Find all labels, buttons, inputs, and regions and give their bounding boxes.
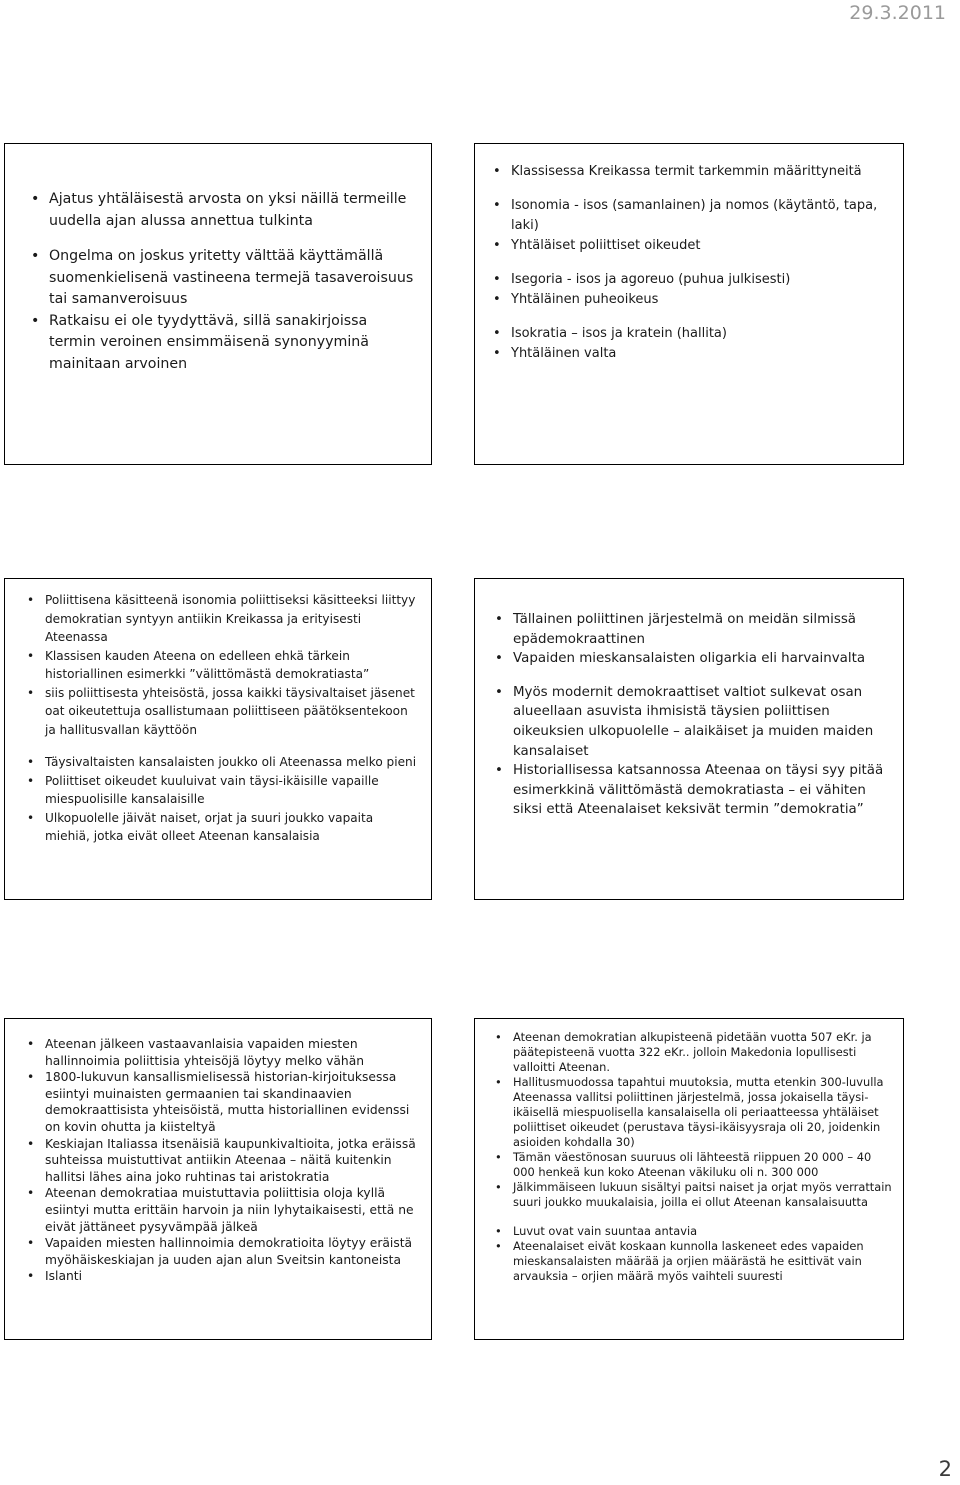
slide-4	[474, 578, 904, 900]
bullet-item: • Vapaiden mieskansalaisten oligarkia eli harvainvalta	[491, 649, 893, 669]
bullet-item: • Jälkimmäiseen lukuun sisältyi paitsi naiset ja orjat myös verrattain suuri joukko muukalaisia, joilla ei ollut Ateenan kansalaisuutta	[491, 1180, 895, 1210]
bullet-item: • Hallitusmuodossa tapahtui muutoksia, mutta etenkin 300-luvulla Ateenassa vallitsi poliittinen järjestelmä, jossa jokaisella täysi-ikäisellä miespuolisella kansalaisella oli periaatteessa yhtäläiset poliittiset oikeudet (perustava täysi-ikäisyysraja oli 20, joidenkin asioiden kohdalla 30)	[491, 1075, 895, 1150]
bullet-item: • Isonomia - isos (samanlainen) ja nomos (käytäntö, tapa, laki)	[489, 196, 893, 236]
bullet-list	[27, 189, 417, 232]
bullet-item: • Keskiajan Italiassa itsenäisiä kaupunkivaltioita, jotka eräissä suhteissa muistuttivat antiikin Ateenaa – näitä kuitenkin hallitsi lähes aina joko ruhtinas tai aristokratia	[23, 1136, 421, 1186]
bullet-group-gap	[23, 739, 419, 753]
bullet-list	[489, 324, 893, 364]
header-date: 29.3.2011	[849, 2, 946, 24]
bullet-item: • Isokratia – isos ja kratein (hallita)	[489, 324, 893, 344]
bullet-group-gap	[27, 232, 417, 246]
bullet-item: • Yhtäläiset poliittiset oikeudet	[489, 236, 893, 256]
bullet-item: • Ongelma on joskus yritetty välttää käyttämällä suomenkielisenä vastineena termejä tasaveroisuus tai samanveroisuus	[27, 246, 417, 311]
bullet-list	[489, 270, 893, 310]
bullet-list	[23, 1036, 421, 1285]
bullet-item: • Ratkaisu ei ole tyydyttävä, sillä sanakirjoissa termin veroinen ensimmäisenä synonyyminä mainitaan arvoinen	[27, 311, 417, 376]
slide-3	[4, 578, 432, 900]
bullet-item: • Ateenan demokratiaa muistuttavia poliittisia oloja kyllä esiintyi mutta erittäin harvoin ja niin lyhytaikaisesti, että ne eivät jättäneet pysyvämpää jälkeä	[23, 1185, 421, 1235]
bullet-item: • Yhtäläinen puheoikeus	[489, 290, 893, 310]
bullet-list	[27, 246, 417, 375]
slide-5	[4, 1018, 432, 1340]
bullet-item: • 1800-lukuvun kansallismielisessä historian-kirjoituksessa esiintyi muinaisten germaanien tai skandinaavien demokraattisista yhteisöistä, mutta historiallinen evidenssi on kovin ohutta ja kiisteltyä	[23, 1069, 421, 1135]
bullet-item: • Historiallisessa katsannossa Ateenaa on täysi syy pitää esimerkkinä välittömästä demokratiasta – ei vähiten siksi että Ateenalaiset keksivät termin ”demokratia”	[491, 761, 893, 820]
bullet-item: • Myös modernit demokraattiset valtiot sulkevat osan alueellaan asuvista ihmisistä täysien poliittisen oikeuksien ulkopuolelle – alaikäiset ja muiden maiden kansalaiset	[491, 683, 893, 761]
bullet-item: • Poliittisena käsitteenä isonomia poliittiseksi käsitteeksi liittyy demokratian syntyyn antiikin Kreikassa ja erityisesti Ateenassa	[23, 591, 419, 647]
slide-1	[4, 143, 432, 465]
bullet-item: • Tällainen poliittinen järjestelmä on meidän silmissä epädemokraattinen	[491, 610, 893, 649]
bullet-item: • Klassisessa Kreikassa termit tarkemmin määrittyneitä	[489, 162, 893, 182]
bullet-group-gap	[489, 310, 893, 324]
slide-2	[474, 143, 904, 465]
bullet-item: • Ateenan demokratian alkupisteenä pidetään vuotta 507 eKr. ja päätepisteenä vuotta 322 eKr.. jolloin Makedonia lopullisesti valloitti Ateenan.	[491, 1030, 895, 1075]
bullet-list	[491, 1030, 895, 1210]
bullet-list	[23, 753, 419, 846]
bullet-item: • Ulkopuolelle jäivät naiset, orjat ja suuri joukko vapaita miehiä, jotka eivät olleet Ateenan kansalaisia	[23, 809, 419, 846]
bullet-item: • Ateenalaiset eivät koskaan kunnolla laskeneet edes vapaiden mieskansalaisten määrää ja orjien määrästä he esittivät vain arvauksia – orjien määrä myös vaihteli suuresti	[491, 1239, 895, 1284]
page-number: 2	[938, 1457, 952, 1481]
bullet-item: • Ajatus yhtäläisestä arvosta on yksi näillä termeille uudella ajan alussa annettua tulkinta	[27, 189, 417, 232]
bullet-item: • Vapaiden miesten hallinnoimia demokratioita löytyy eräistä myöhäiskeskiajan ja uuden ajan alun Sveitsin kantoneista	[23, 1235, 421, 1268]
bullet-item: • Tämän väestönosan suuruus oli lähteestä riippuen 20 000 – 40 000 henkeä kun koko Ateenan väkiluku oli n. 300 000	[491, 1150, 895, 1180]
bullet-list	[491, 683, 893, 820]
bullet-item: • Täysivaltaisten kansalaisten joukko oli Ateenassa melko pieni	[23, 753, 419, 772]
bullet-item: • siis poliittisesta yhteisöstä, jossa kaikki täysivaltaiset jäsenet oat oikeutettuja osallistumaan poliittiseen päätöksentekoon ja hallitusvallan käyttöön	[23, 684, 419, 740]
bullet-item: • Klassisen kauden Ateena on edelleen ehkä tärkein historiallinen esimerkki ”välittömästä demokratiasta”	[23, 647, 419, 684]
bullet-group-gap	[489, 182, 893, 196]
bullet-item: • Isegoria - isos ja agoreuo (puhua julkisesti)	[489, 270, 893, 290]
bullet-group-gap	[491, 1210, 895, 1224]
slide-6	[474, 1018, 904, 1340]
bullet-item: • Poliittiset oikeudet kuuluivat vain täysi-ikäisille vapaille miespuolisille kansalaisille	[23, 772, 419, 809]
bullet-group-gap	[491, 669, 893, 683]
bullet-list	[491, 610, 893, 669]
bullet-item: • Islanti	[23, 1268, 421, 1285]
bullet-list	[489, 196, 893, 256]
bullet-list	[489, 162, 893, 182]
bullet-list	[491, 1224, 895, 1284]
bullet-item: • Yhtäläinen valta	[489, 344, 893, 364]
bullet-item: • Ateenan jälkeen vastaavanlaisia vapaiden miesten hallinnoimia poliittisia yhteisöjä löytyy melko vähän	[23, 1036, 421, 1069]
bullet-item: • Luvut ovat vain suuntaa antavia	[491, 1224, 895, 1239]
bullet-group-gap	[489, 256, 893, 270]
bullet-list	[23, 591, 419, 739]
